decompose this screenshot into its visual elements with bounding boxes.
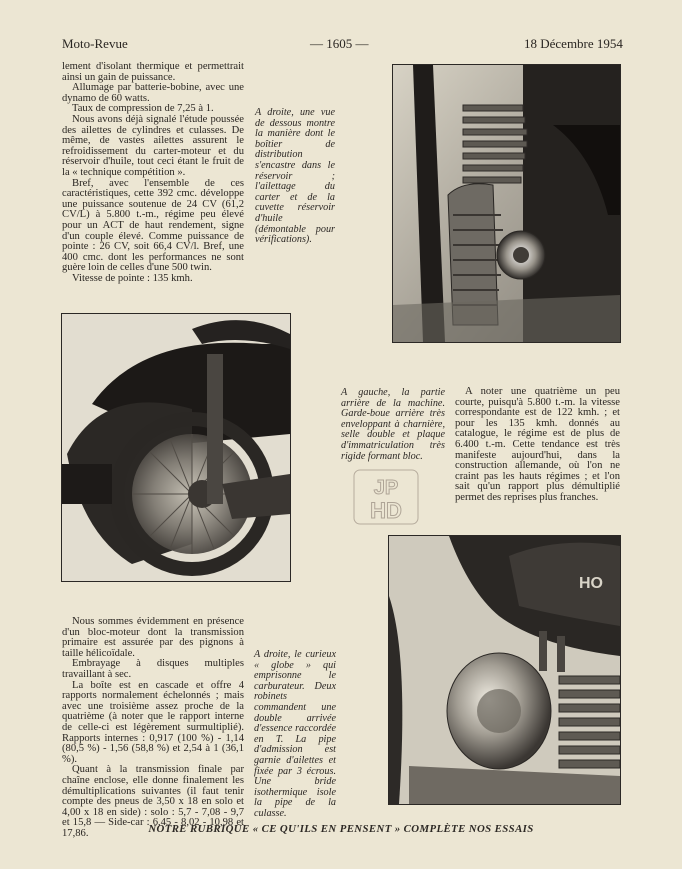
page-number: — 1605 — [310,36,369,51]
article-column-bottom [62,617,244,839]
paragraph: Allumage par batterie-bobine, avec une dynamo de 60 watts. [62,82,244,104]
watermark-logo [352,468,420,526]
watermark-top: JP [373,477,399,499]
caption-text: A droite, le curieux « globe » qui emprisonne le carburateur. Deux robinets commandent une double arrivée d'essence raccordée en T. La pipe d'admission est garnie d'ailettes et fixée par 3 écrous. Une bride isothermique isole la pipe de la culasse. [254,649,336,819]
paragraph: Taux de compression de 7,25 à 1. [72,103,214,115]
paragraph: La boîte est en cascade et offre 4 rapports normalement échelonnés ; mais avec une troisième assez proche de la quatrième (à noter que le rapport interne de celle-ci est légèrement surmultiplié). Rapports internes : 0,917 (100 %) - 1,14 (80,5 %) - 1,56 (58,8 %) et 2,54 à 1 (36,1 %). [62,679,244,765]
magazine-name: Moto-Revue [62,36,128,51]
photo-rear-part [62,314,290,581]
issue-date: 18 Décembre 1954 [524,36,623,51]
page-header [0,36,682,54]
caption-text: A gauche, la partie arrière de la machine. Garde-boue arrière très enveloppant à charnière, selle double et plaque d'immatriculation très rigide formant bloc. [341,387,445,462]
paragraph: lement d'isolant thermique et permettrait ainsi un gain de puissance. [62,61,244,83]
photo-carburettor-globe [389,536,620,804]
paragraph: Nous avons déjà signalé l'étude poussée des ailettes de cylindres et culasses. De même, de vastes ailettes assurent le refroidissement du carter-moteur et du réservoir d'huile, tout ceci étant le fruit de la « technique compétition ». [62,113,244,178]
photo-caption-carburettor [254,650,336,820]
photo-caption-engine-underside [255,108,335,246]
paragraph: Nous sommes évidemment en présence d'un bloc-moteur dont la transmission primaire est assurée par des pignons à taille hélicoïdale. [62,616,244,659]
paragraph: Bref, avec l'ensemble de ces caractéristiques, cette 392 cmc. développe une puissance soutenue de 24 CV (61,2 CV/L) à 5.800 t.-m., régime peu élevé pour un ACT de haut rendement, signe d'un couple élevé. Comme puissance de pointe : 26 CV, soit 66,4 CV/l. Bref, une 400 cmc. dont les performances ne sont guère loin de celles d'une 500 twin. [62,177,244,274]
paragraph: A noter une quatrième un peu courte, puisqu'à 5.800 t.-m. la vitesse correspondante est de 122 kmh. ; et pour les 135 kmh. donnés au catalogue, le régime est de plus de 6.400 t.-m. Cette tendance est très manifeste aujourd'hui, dans la construction allemande, où l'on ne craint pas les hauts régimes ; et l'on sait qu'un rapport plus démultiplié permet des reprises plus franches. [455,386,620,503]
paragraph: Quant à la transmission finale par chaîne enclose, elle donne finalement les démultiplications suivantes (il faut tenir compte des pneus de 3,50 x 18 en solo et 4,00 x 18 en side) : solo : 5,7 - 7,08 - 9,7 et 15,8 — Side-car : 6,45 - 8,02 - 10,98 et 17,86. [62,764,244,839]
photo-caption-rear-part [341,388,445,462]
watermark-bottom: HD [370,498,402,523]
tank-badge-text: HO [579,575,603,592]
page-footer: NOTRE RUBRIQUE « CE QU'ILS EN PENSENT » COMPLÈTE NOS ESSAIS [148,823,534,835]
paragraph: Vitesse de pointe : 135 kmh. [72,272,193,284]
article-column-right [455,387,620,504]
photo-engine-underside [393,65,620,342]
paragraph: Embrayage à disques multiples travaillant à sec. [62,658,244,680]
article-column-top [62,62,244,284]
caption-text: A droite, une vue de dessous montre la manière dont le boîtier de distribution s'encastre dans le réservoir ; l'ailettage du carter et de la cuvette réservoir d'huile (démontable pour vérifications). [255,107,335,246]
